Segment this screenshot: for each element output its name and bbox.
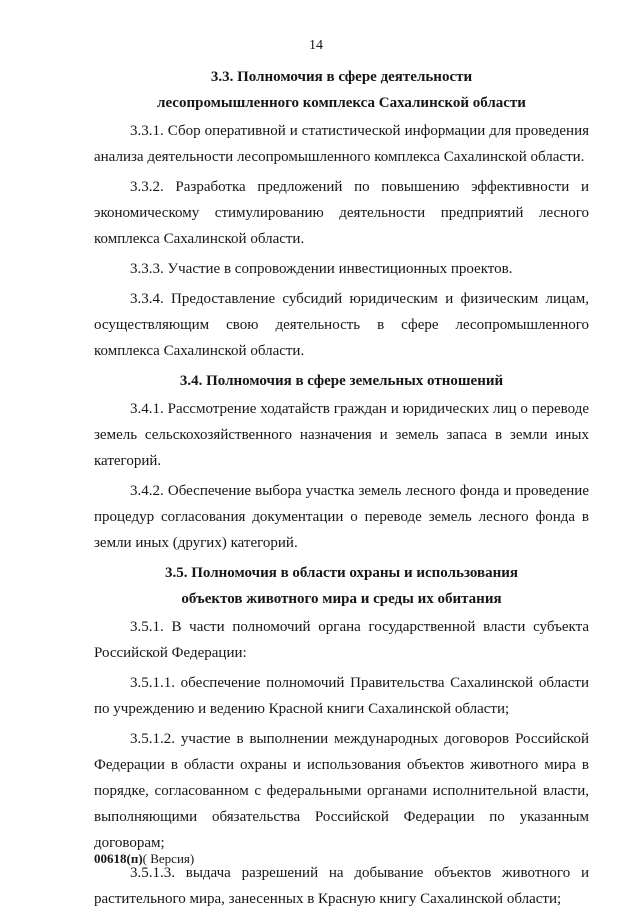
document-body [94, 64, 589, 916]
paragraph: 3.3.4. Предоставление субсидий юридическим и физическим лицам, осуществляющим свою деятельность в сфере лесопромышленного комплекса Сахалинской области. [94, 291, 589, 359]
document-version: ( Версия) [142, 851, 195, 866]
paragraph: 3.5.1.1. обеспечение полномочий Правительства Сахалинской области по учреждению и ведению Красной книги Сахалинской области; [94, 675, 589, 717]
section-3-3 [94, 64, 589, 364]
section-heading [94, 368, 589, 394]
section-heading-line: 3.3. Полномочия в сфере деятельности [210, 69, 473, 85]
paragraph: 3.5.1.2. участие в выполнении международных договоров Российской Федерации в области охраны и использования объектов животного мира в порядке, согласованном с федеральными органами исполнительной власти, выполняющими обязательства Российской Федерации по указанным договорам; [94, 731, 589, 851]
page-number: 14 [309, 38, 323, 53]
paragraph: 3.3.3. Участие в сопровождении инвестиционных проектов. [130, 261, 513, 277]
paragraph: 3.5.1.3. выдача разрешений на добывание объектов животного и растительного мира, занесенных в Красную книгу Сахалинской области; [94, 865, 589, 907]
paragraph: 3.4.2. Обеспечение выбора участка земель лесного фонда и проведение процедур согласования документации о переводе земель лесного фонда в земли иных (других) категорий. [94, 483, 589, 551]
document-code: 00618(п) [94, 851, 143, 866]
paragraph: 3.3.1. Сбор оперативной и статистической информации для проведения анализа деятельности лесопромышленного комплекса Сахалинской области. [94, 123, 589, 165]
section-3-4 [94, 368, 589, 556]
document-footer [94, 851, 194, 867]
section-heading-line: лесопромышленного комплекса Сахалинской области [157, 95, 526, 111]
section-heading-line: объектов животного мира и среды их обитания [181, 591, 502, 607]
section-heading [94, 560, 589, 612]
section-heading [94, 64, 589, 116]
paragraph: 3.3.2. Разработка предложений по повышению эффективности и экономическому стимулированию деятельности предприятий лесного комплекса Сахалинской области. [94, 179, 589, 247]
paragraph: 3.5.1. В части полномочий органа государственной власти субъекта Российской Федерации: [94, 619, 589, 661]
paragraph: 3.4.1. Рассмотрение ходатайств граждан и юридических лиц о переводе земель сельскохозяйственного назначения и земель запаса в земли иных категорий. [94, 401, 589, 469]
section-heading-line: 3.5. Полномочия в области охраны и использования [164, 565, 519, 581]
section-heading-line: 3.4. Полномочия в сфере земельных отношений [179, 373, 504, 389]
